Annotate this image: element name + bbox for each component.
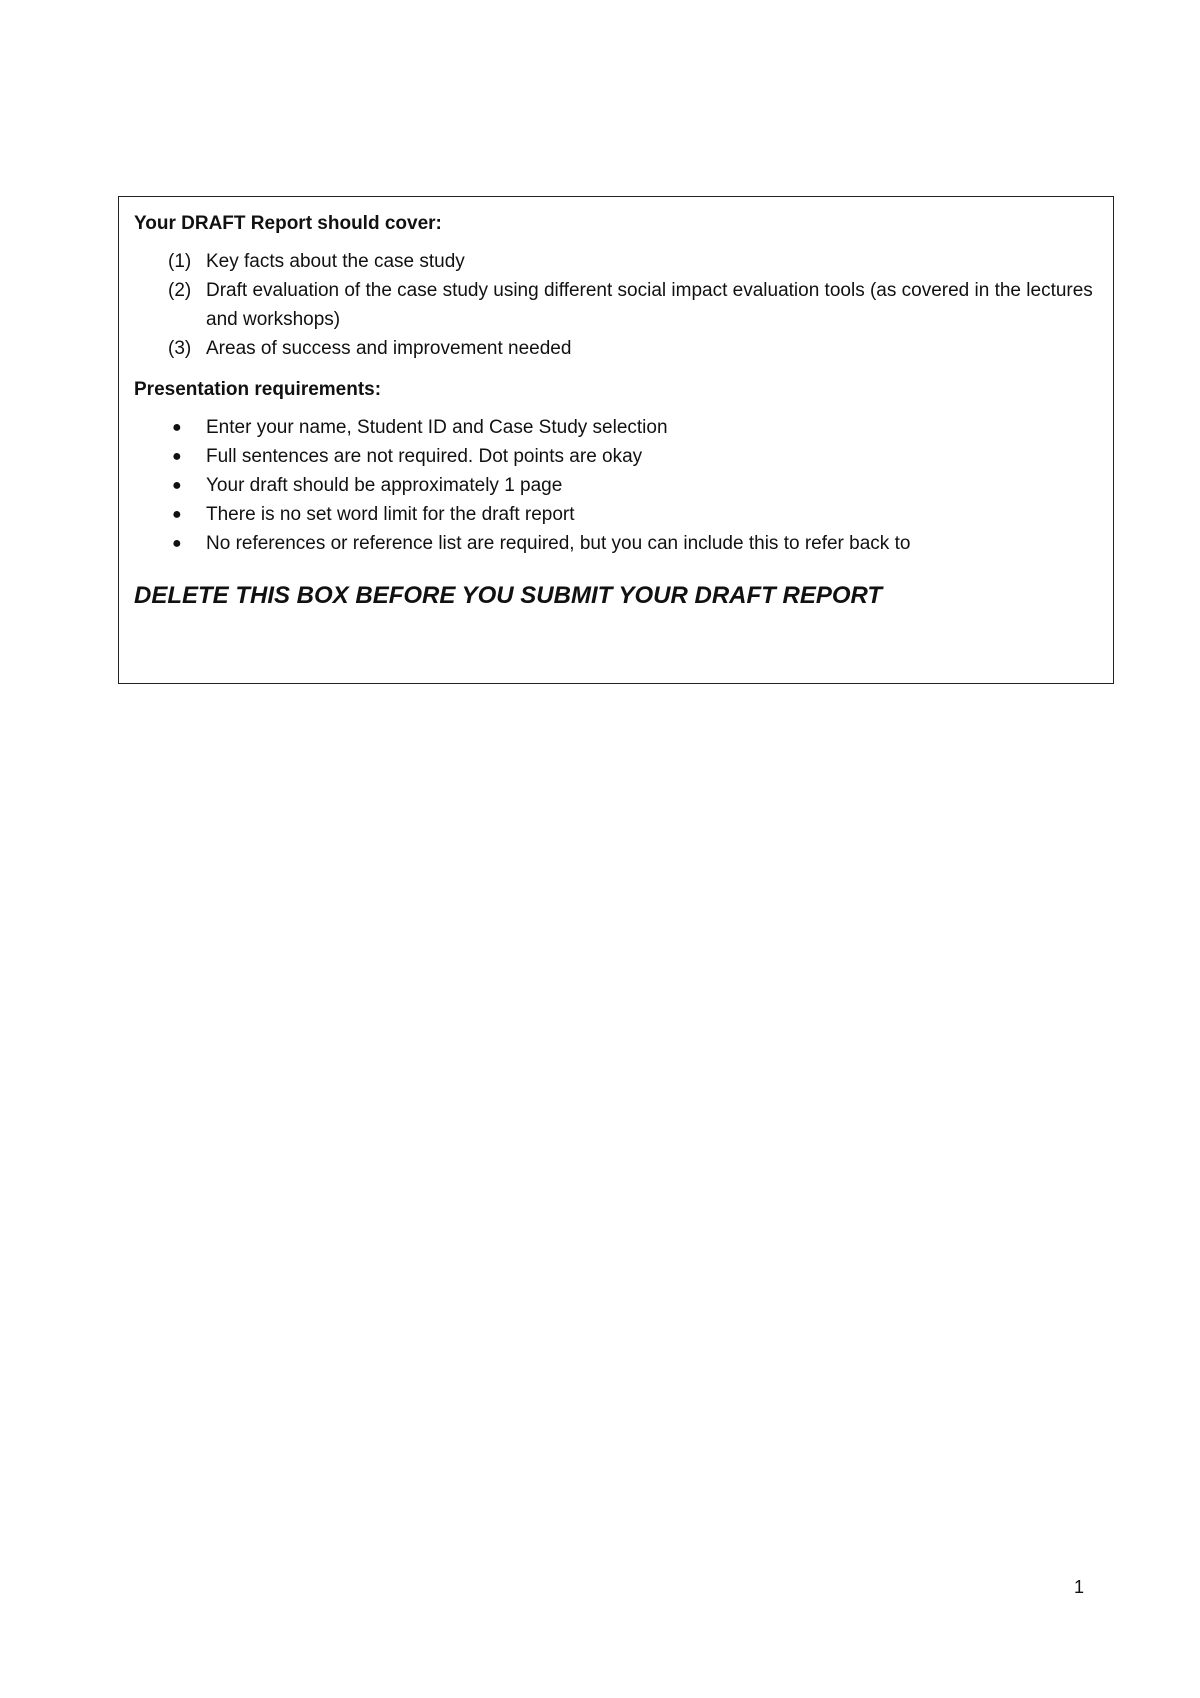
list-item	[134, 442, 1099, 471]
list-item	[134, 500, 1099, 529]
list-item	[134, 471, 1099, 500]
list-marker: (1)	[168, 251, 192, 272]
list-item-text: Areas of success and improvement needed	[206, 338, 572, 359]
bullet-icon: ●	[172, 448, 182, 465]
cover-list	[134, 247, 1099, 363]
list-item-text: Your draft should be approximately 1 page	[206, 475, 563, 496]
bullet-icon: ●	[172, 419, 182, 436]
instruction-box	[118, 196, 1114, 684]
list-item-text: Draft evaluation of the case study using different social impact evaluation tools (as covered in the lectures and workshops)	[206, 280, 1093, 330]
list-item	[134, 276, 1099, 334]
list-marker: (2)	[168, 280, 192, 301]
list-marker: (3)	[168, 338, 192, 359]
page-number: 1	[1074, 1577, 1085, 1597]
list-item	[134, 413, 1099, 442]
list-item-text: No references or reference list are required, but you can include this to refer back to	[206, 533, 911, 554]
list-item-text: There is no set word limit for the draft report	[206, 504, 575, 525]
bullet-icon: ●	[172, 477, 182, 494]
presentation-heading: Presentation requirements:	[134, 379, 382, 400]
list-item	[134, 247, 1099, 276]
presentation-list	[134, 413, 1099, 558]
list-item	[134, 334, 1099, 363]
list-item-text: Enter your name, Student ID and Case Study selection	[206, 417, 668, 438]
delete-box-note: DELETE THIS BOX BEFORE YOU SUBMIT YOUR DRAFT REPORT	[134, 582, 883, 609]
cover-heading: Your DRAFT Report should cover:	[134, 213, 442, 234]
list-item-text: Full sentences are not required. Dot points are okay	[206, 446, 643, 467]
bullet-icon: ●	[172, 535, 182, 552]
list-item	[134, 529, 1099, 558]
list-item-text: Key facts about the case study	[206, 251, 465, 272]
bullet-icon: ●	[172, 506, 182, 523]
